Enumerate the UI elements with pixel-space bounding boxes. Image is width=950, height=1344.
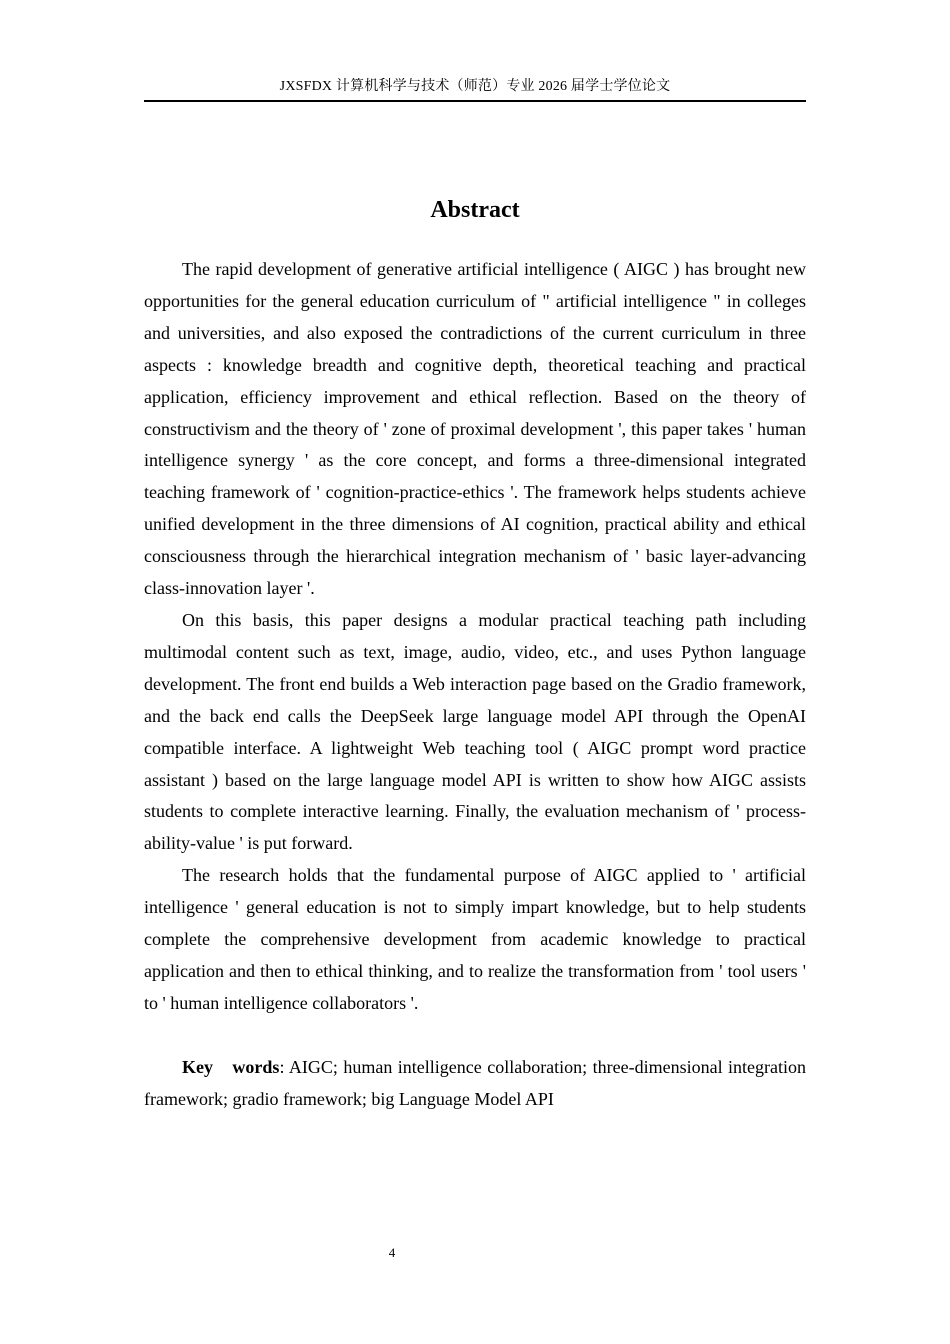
header-rule — [144, 100, 806, 102]
keywords-label: Key words — [182, 1056, 280, 1077]
abstract-body — [144, 254, 806, 1116]
abstract-paragraph-3: The research holds that the fundamental purpose of AIGC applied to ' artificial intelligence ' general education is not to simply impart knowledge, but to help students complete the comprehensive development from academic knowledge to practical application and then to ethical thinking, and to realize the transformation from ' tool users ' to ' human intelligence collaborators '. — [144, 865, 806, 1013]
keywords-line — [144, 1052, 806, 1116]
abstract-paragraph-1: The rapid development of generative artificial intelligence ( AIGC ) has brought new opportunities for the general education curriculum of " artificial intelligence " in colleges and universities, and also exposed the contradictions of the current curriculum in three aspects : knowledge breadth and cognitive depth, theoretical teaching and practical application, efficiency improvement and ethical reflection. Based on the theory of constructivism and the theory of ' zone of proximal development ', this paper takes ' human intelligence synergy ' as the core concept, and forms a three-dimensional integrated teaching framework of ' cognition-practice-ethics '. The framework helps students achieve unified development in the three dimensions of AI cognition, practical ability and ethical consciousness through the hierarchical integration mechanism of ' basic layer-advancing class-innovation layer '. — [144, 259, 806, 599]
running-header: JXSFDX 计算机科学与技术（师范）专业 2026 届学士学位论文 — [279, 79, 671, 94]
abstract-title: Abstract — [430, 197, 520, 223]
keywords-text: AIGC; human intelligence collaboration; three-dimensional integration framework; gradio framework; big Language Model API — [144, 1056, 807, 1109]
keywords-separator: : — [279, 1056, 289, 1077]
page-number: 4 — [388, 1245, 396, 1260]
abstract-paragraph-2: On this basis, this paper designs a modular practical teaching path including multimodal content such as text, image, audio, video, etc., and uses Python language development. The front end builds a Web interaction page based on the Gradio framework, and the back end calls the DeepSeek large language model API through the OpenAI compatible interface. A lightweight Web teaching tool ( AIGC prompt word practice assistant ) based on the large language model API is written to show how AIGC assists students to complete interactive learning. Finally, the evaluation mechanism of ' process-ability-value ' is put forward. — [144, 609, 806, 854]
